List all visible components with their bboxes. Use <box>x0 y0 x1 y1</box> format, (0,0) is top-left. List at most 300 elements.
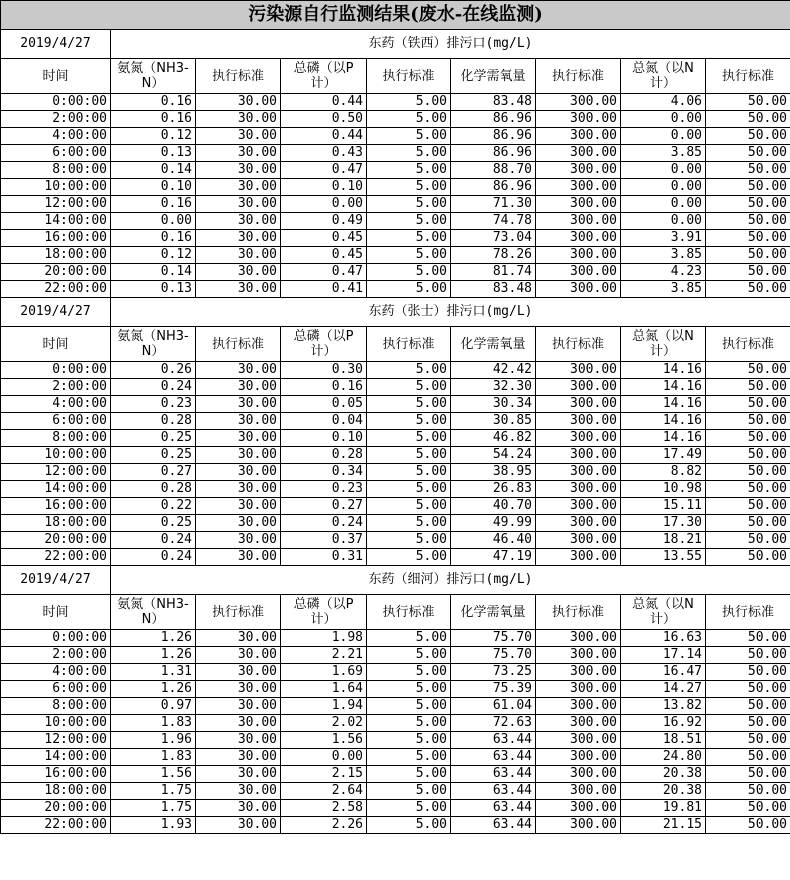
value-cell: 30.00 <box>196 481 281 498</box>
column-header: 总磷（以P计） <box>281 59 367 94</box>
value-cell: 30.00 <box>196 681 281 698</box>
time-cell: 16:00:00 <box>1 498 111 515</box>
value-cell: 1.75 <box>111 783 196 800</box>
table-row <box>1 111 790 128</box>
value-cell: 30.00 <box>196 162 281 179</box>
value-cell: 0.47 <box>281 264 367 281</box>
value-cell: 86.96 <box>451 145 536 162</box>
value-cell: 0.34 <box>281 464 367 481</box>
value-cell: 63.44 <box>451 732 536 749</box>
time-cell: 8:00:00 <box>1 430 111 447</box>
section-date: 2019/4/27 <box>1 566 111 595</box>
time-cell: 10:00:00 <box>1 715 111 732</box>
table-row <box>1 379 790 396</box>
time-cell: 20:00:00 <box>1 800 111 817</box>
value-cell: 30.00 <box>196 413 281 430</box>
value-cell: 86.96 <box>451 179 536 196</box>
value-cell: 30.00 <box>196 179 281 196</box>
section-date: 2019/4/27 <box>1 30 111 59</box>
value-cell: 30.00 <box>196 630 281 647</box>
value-cell: 21.15 <box>621 817 706 834</box>
value-cell: 50.00 <box>706 413 790 430</box>
column-header: 执行标准 <box>196 59 281 94</box>
value-cell: 0.00 <box>621 196 706 213</box>
value-cell: 5.00 <box>367 128 451 145</box>
value-cell: 30.85 <box>451 413 536 430</box>
value-cell: 1.26 <box>111 647 196 664</box>
value-cell: 0.23 <box>281 481 367 498</box>
value-cell: 300.00 <box>536 281 621 298</box>
value-cell: 5.00 <box>367 715 451 732</box>
value-cell: 86.96 <box>451 111 536 128</box>
value-cell: 300.00 <box>536 549 621 566</box>
value-cell: 83.48 <box>451 94 536 111</box>
value-cell: 0.13 <box>111 281 196 298</box>
table-row <box>1 264 790 281</box>
column-header-row <box>1 327 790 362</box>
value-cell: 30.00 <box>196 128 281 145</box>
table-row <box>1 447 790 464</box>
value-cell: 5.00 <box>367 817 451 834</box>
time-cell: 22:00:00 <box>1 549 111 566</box>
value-cell: 0.27 <box>111 464 196 481</box>
value-cell: 30.00 <box>196 532 281 549</box>
value-cell: 300.00 <box>536 145 621 162</box>
column-header: 执行标准 <box>536 595 621 630</box>
value-cell: 40.70 <box>451 498 536 515</box>
table-row <box>1 800 790 817</box>
table-row <box>1 515 790 532</box>
value-cell: 50.00 <box>706 247 790 264</box>
value-cell: 0.24 <box>111 549 196 566</box>
value-cell: 1.69 <box>281 664 367 681</box>
value-cell: 50.00 <box>706 498 790 515</box>
value-cell: 0.37 <box>281 532 367 549</box>
value-cell: 42.42 <box>451 362 536 379</box>
value-cell: 300.00 <box>536 179 621 196</box>
value-cell: 50.00 <box>706 481 790 498</box>
value-cell: 50.00 <box>706 549 790 566</box>
value-cell: 88.70 <box>451 162 536 179</box>
time-cell: 22:00:00 <box>1 817 111 834</box>
value-cell: 5.00 <box>367 281 451 298</box>
time-cell: 6:00:00 <box>1 681 111 698</box>
value-cell: 0.16 <box>111 94 196 111</box>
value-cell: 5.00 <box>367 213 451 230</box>
column-header: 氨氮（NH3-N） <box>111 59 196 94</box>
value-cell: 300.00 <box>536 749 621 766</box>
value-cell: 3.85 <box>621 247 706 264</box>
time-cell: 2:00:00 <box>1 647 111 664</box>
value-cell: 1.56 <box>281 732 367 749</box>
column-header: 执行标准 <box>706 59 790 94</box>
value-cell: 0.00 <box>281 749 367 766</box>
value-cell: 38.95 <box>451 464 536 481</box>
value-cell: 0.49 <box>281 213 367 230</box>
value-cell: 4.06 <box>621 94 706 111</box>
value-cell: 30.00 <box>196 464 281 481</box>
value-cell: 5.00 <box>367 481 451 498</box>
value-cell: 0.45 <box>281 247 367 264</box>
value-cell: 75.70 <box>451 630 536 647</box>
value-cell: 50.00 <box>706 732 790 749</box>
value-cell: 1.64 <box>281 681 367 698</box>
table-row <box>1 549 790 566</box>
value-cell: 5.00 <box>367 379 451 396</box>
value-cell: 1.26 <box>111 630 196 647</box>
outfall-name: 东药（细河）排污口(mg/L) <box>111 566 790 595</box>
value-cell: 50.00 <box>706 647 790 664</box>
table-row <box>1 481 790 498</box>
value-cell: 30.00 <box>196 732 281 749</box>
column-header: 氨氮（NH3-N） <box>111 595 196 630</box>
value-cell: 5.00 <box>367 362 451 379</box>
value-cell: 300.00 <box>536 664 621 681</box>
value-cell: 300.00 <box>536 196 621 213</box>
value-cell: 0.00 <box>621 111 706 128</box>
column-header: 时间 <box>1 595 111 630</box>
value-cell: 30.00 <box>196 800 281 817</box>
value-cell: 14.16 <box>621 413 706 430</box>
time-cell: 14:00:00 <box>1 481 111 498</box>
value-cell: 13.55 <box>621 549 706 566</box>
table-row <box>1 664 790 681</box>
time-cell: 4:00:00 <box>1 396 111 413</box>
value-cell: 5.00 <box>367 681 451 698</box>
column-header: 氨氮（NH3-N） <box>111 327 196 362</box>
value-cell: 17.30 <box>621 515 706 532</box>
value-cell: 1.31 <box>111 664 196 681</box>
value-cell: 5.00 <box>367 230 451 247</box>
value-cell: 50.00 <box>706 447 790 464</box>
value-cell: 0.28 <box>111 481 196 498</box>
value-cell: 50.00 <box>706 681 790 698</box>
value-cell: 26.83 <box>451 481 536 498</box>
value-cell: 300.00 <box>536 379 621 396</box>
value-cell: 14.27 <box>621 681 706 698</box>
value-cell: 86.96 <box>451 128 536 145</box>
value-cell: 8.82 <box>621 464 706 481</box>
table-row <box>1 94 790 111</box>
time-cell: 2:00:00 <box>1 379 111 396</box>
value-cell: 300.00 <box>536 447 621 464</box>
value-cell: 300.00 <box>536 464 621 481</box>
time-cell: 20:00:00 <box>1 264 111 281</box>
value-cell: 50.00 <box>706 630 790 647</box>
value-cell: 0.41 <box>281 281 367 298</box>
value-cell: 1.75 <box>111 800 196 817</box>
value-cell: 1.98 <box>281 630 367 647</box>
value-cell: 30.00 <box>196 264 281 281</box>
value-cell: 0.00 <box>281 196 367 213</box>
time-cell: 18:00:00 <box>1 247 111 264</box>
table-row <box>1 498 790 515</box>
value-cell: 30.00 <box>196 766 281 783</box>
value-cell: 300.00 <box>536 94 621 111</box>
table-row <box>1 281 790 298</box>
value-cell: 5.00 <box>367 464 451 481</box>
value-cell: 5.00 <box>367 532 451 549</box>
value-cell: 5.00 <box>367 430 451 447</box>
time-cell: 8:00:00 <box>1 698 111 715</box>
column-header-row <box>1 595 790 630</box>
value-cell: 300.00 <box>536 481 621 498</box>
value-cell: 50.00 <box>706 281 790 298</box>
column-header: 执行标准 <box>196 327 281 362</box>
value-cell: 46.82 <box>451 430 536 447</box>
time-cell: 10:00:00 <box>1 447 111 464</box>
time-cell: 22:00:00 <box>1 281 111 298</box>
value-cell: 50.00 <box>706 430 790 447</box>
value-cell: 0.12 <box>111 128 196 145</box>
value-cell: 5.00 <box>367 647 451 664</box>
value-cell: 5.00 <box>367 549 451 566</box>
value-cell: 74.78 <box>451 213 536 230</box>
value-cell: 63.44 <box>451 783 536 800</box>
value-cell: 5.00 <box>367 94 451 111</box>
time-cell: 12:00:00 <box>1 196 111 213</box>
column-header: 执行标准 <box>367 595 451 630</box>
value-cell: 5.00 <box>367 413 451 430</box>
value-cell: 300.00 <box>536 362 621 379</box>
column-header: 时间 <box>1 327 111 362</box>
value-cell: 5.00 <box>367 447 451 464</box>
table-row <box>1 817 790 834</box>
value-cell: 300.00 <box>536 111 621 128</box>
value-cell: 0.28 <box>281 447 367 464</box>
value-cell: 300.00 <box>536 498 621 515</box>
value-cell: 50.00 <box>706 230 790 247</box>
table-row <box>1 145 790 162</box>
value-cell: 0.10 <box>281 179 367 196</box>
value-cell: 18.51 <box>621 732 706 749</box>
value-cell: 5.00 <box>367 732 451 749</box>
column-header: 执行标准 <box>706 327 790 362</box>
value-cell: 0.24 <box>111 379 196 396</box>
section-header-row <box>1 298 790 327</box>
table-row <box>1 362 790 379</box>
column-header: 化学需氧量 <box>451 327 536 362</box>
value-cell: 30.00 <box>196 230 281 247</box>
value-cell: 16.92 <box>621 715 706 732</box>
value-cell: 30.00 <box>196 549 281 566</box>
value-cell: 0.25 <box>111 515 196 532</box>
value-cell: 63.44 <box>451 800 536 817</box>
value-cell: 0.14 <box>111 162 196 179</box>
value-cell: 0.10 <box>281 430 367 447</box>
value-cell: 30.00 <box>196 698 281 715</box>
value-cell: 30.00 <box>196 379 281 396</box>
value-cell: 300.00 <box>536 817 621 834</box>
outfall-name: 东药（张士）排污口(mg/L) <box>111 298 790 327</box>
value-cell: 5.00 <box>367 162 451 179</box>
value-cell: 300.00 <box>536 128 621 145</box>
value-cell: 0.45 <box>281 230 367 247</box>
table-row <box>1 749 790 766</box>
value-cell: 5.00 <box>367 800 451 817</box>
value-cell: 5.00 <box>367 179 451 196</box>
value-cell: 300.00 <box>536 162 621 179</box>
value-cell: 14.16 <box>621 362 706 379</box>
value-cell: 0.16 <box>111 196 196 213</box>
value-cell: 50.00 <box>706 128 790 145</box>
column-header: 总氮（以N计） <box>621 595 706 630</box>
value-cell: 0.00 <box>621 162 706 179</box>
value-cell: 50.00 <box>706 396 790 413</box>
value-cell: 75.39 <box>451 681 536 698</box>
value-cell: 1.56 <box>111 766 196 783</box>
value-cell: 15.11 <box>621 498 706 515</box>
value-cell: 1.94 <box>281 698 367 715</box>
value-cell: 2.26 <box>281 817 367 834</box>
time-cell: 0:00:00 <box>1 362 111 379</box>
value-cell: 73.04 <box>451 230 536 247</box>
value-cell: 50.00 <box>706 111 790 128</box>
value-cell: 50.00 <box>706 145 790 162</box>
value-cell: 3.85 <box>621 281 706 298</box>
value-cell: 0.31 <box>281 549 367 566</box>
time-cell: 18:00:00 <box>1 515 111 532</box>
value-cell: 50.00 <box>706 379 790 396</box>
value-cell: 300.00 <box>536 213 621 230</box>
value-cell: 0.28 <box>111 413 196 430</box>
value-cell: 63.44 <box>451 749 536 766</box>
value-cell: 3.91 <box>621 230 706 247</box>
value-cell: 63.44 <box>451 766 536 783</box>
value-cell: 47.19 <box>451 549 536 566</box>
table-row <box>1 532 790 549</box>
value-cell: 5.00 <box>367 247 451 264</box>
value-cell: 30.34 <box>451 396 536 413</box>
value-cell: 17.14 <box>621 647 706 664</box>
column-header: 时间 <box>1 59 111 94</box>
column-header: 执行标准 <box>367 327 451 362</box>
value-cell: 30.00 <box>196 817 281 834</box>
value-cell: 50.00 <box>706 264 790 281</box>
value-cell: 50.00 <box>706 715 790 732</box>
value-cell: 0.50 <box>281 111 367 128</box>
value-cell: 2.64 <box>281 783 367 800</box>
value-cell: 54.24 <box>451 447 536 464</box>
value-cell: 19.81 <box>621 800 706 817</box>
value-cell: 30.00 <box>196 647 281 664</box>
value-cell: 83.48 <box>451 281 536 298</box>
value-cell: 13.82 <box>621 698 706 715</box>
time-cell: 16:00:00 <box>1 230 111 247</box>
value-cell: 0.13 <box>111 145 196 162</box>
value-cell: 5.00 <box>367 515 451 532</box>
outfall-name: 东药（铁西）排污口(mg/L) <box>111 30 790 59</box>
value-cell: 5.00 <box>367 698 451 715</box>
table-row <box>1 630 790 647</box>
table-row <box>1 413 790 430</box>
value-cell: 1.93 <box>111 817 196 834</box>
value-cell: 0.00 <box>621 179 706 196</box>
value-cell: 300.00 <box>536 532 621 549</box>
value-cell: 14.16 <box>621 396 706 413</box>
value-cell: 0.43 <box>281 145 367 162</box>
table-row <box>1 230 790 247</box>
value-cell: 2.58 <box>281 800 367 817</box>
value-cell: 30.00 <box>196 145 281 162</box>
sheet-title: 污染源自行监测结果(废水-在线监测) <box>1 1 790 30</box>
value-cell: 5.00 <box>367 766 451 783</box>
time-cell: 4:00:00 <box>1 664 111 681</box>
value-cell: 63.44 <box>451 817 536 834</box>
value-cell: 0.47 <box>281 162 367 179</box>
value-cell: 30.00 <box>196 281 281 298</box>
value-cell: 0.97 <box>111 698 196 715</box>
value-cell: 0.16 <box>111 230 196 247</box>
value-cell: 0.04 <box>281 413 367 430</box>
value-cell: 30.00 <box>196 111 281 128</box>
value-cell: 5.00 <box>367 396 451 413</box>
value-cell: 5.00 <box>367 145 451 162</box>
value-cell: 300.00 <box>536 698 621 715</box>
value-cell: 300.00 <box>536 715 621 732</box>
value-cell: 0.00 <box>111 213 196 230</box>
title-row <box>1 1 790 30</box>
value-cell: 14.16 <box>621 379 706 396</box>
value-cell: 18.21 <box>621 532 706 549</box>
value-cell: 1.96 <box>111 732 196 749</box>
value-cell: 300.00 <box>536 766 621 783</box>
value-cell: 5.00 <box>367 783 451 800</box>
time-cell: 6:00:00 <box>1 413 111 430</box>
column-header: 总磷（以P计） <box>281 595 367 630</box>
value-cell: 2.15 <box>281 766 367 783</box>
value-cell: 49.99 <box>451 515 536 532</box>
section-date: 2019/4/27 <box>1 298 111 327</box>
value-cell: 300.00 <box>536 681 621 698</box>
value-cell: 17.49 <box>621 447 706 464</box>
value-cell: 300.00 <box>536 515 621 532</box>
value-cell: 300.00 <box>536 247 621 264</box>
value-cell: 5.00 <box>367 498 451 515</box>
column-header: 总氮（以N计） <box>621 327 706 362</box>
value-cell: 50.00 <box>706 515 790 532</box>
value-cell: 50.00 <box>706 162 790 179</box>
time-cell: 12:00:00 <box>1 732 111 749</box>
value-cell: 0.44 <box>281 94 367 111</box>
value-cell: 300.00 <box>536 430 621 447</box>
value-cell: 2.02 <box>281 715 367 732</box>
column-header: 执行标准 <box>196 595 281 630</box>
value-cell: 30.00 <box>196 94 281 111</box>
value-cell: 5.00 <box>367 749 451 766</box>
value-cell: 50.00 <box>706 783 790 800</box>
value-cell: 0.30 <box>281 362 367 379</box>
table-row <box>1 213 790 230</box>
time-cell: 8:00:00 <box>1 162 111 179</box>
table-row <box>1 247 790 264</box>
value-cell: 50.00 <box>706 362 790 379</box>
value-cell: 50.00 <box>706 464 790 481</box>
value-cell: 16.63 <box>621 630 706 647</box>
time-cell: 14:00:00 <box>1 749 111 766</box>
value-cell: 72.63 <box>451 715 536 732</box>
time-cell: 20:00:00 <box>1 532 111 549</box>
table-row <box>1 715 790 732</box>
value-cell: 0.24 <box>111 532 196 549</box>
value-cell: 4.23 <box>621 264 706 281</box>
column-header: 执行标准 <box>706 595 790 630</box>
value-cell: 5.00 <box>367 264 451 281</box>
value-cell: 73.25 <box>451 664 536 681</box>
table-row <box>1 783 790 800</box>
value-cell: 30.00 <box>196 498 281 515</box>
value-cell: 0.25 <box>111 430 196 447</box>
